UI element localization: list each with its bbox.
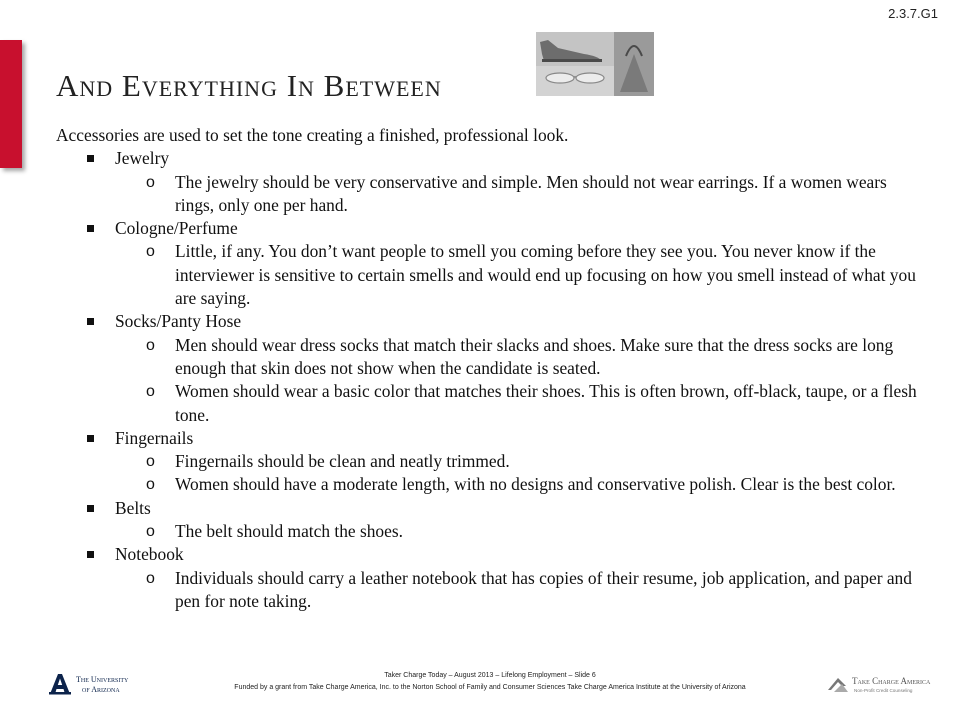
footer-line2: Funded by a grant from Take Charge America, Inc. to the Norton School of Family and Consumer Sciences Take Charge America Institute at the University of Arizona xyxy=(234,684,746,691)
tca-logo-name: Take Charge America xyxy=(852,676,931,686)
topic-label: Fingernails xyxy=(115,427,194,448)
tca-logo-tagline: Non-Profit Credit Counseling xyxy=(854,688,913,693)
square-bullet-icon xyxy=(87,505,94,512)
point-item: o Women should have a moderate length, with no designs and conservative polish. Clear is the best color. xyxy=(56,473,926,496)
footer-line1: Taker Charge Today – August 2013 – Lifelong Employment – Slide 6 xyxy=(384,672,596,679)
circle-bullet-icon: o xyxy=(146,476,155,494)
point-item: o The belt should match the shoes. xyxy=(56,520,926,543)
arrow-swoosh-icon xyxy=(828,678,848,692)
point-item: o The jewelry should be very conservative and simple. Men should not wear earrings. If a women wears rings, only one per hand. xyxy=(146,171,887,215)
red-accent-bar xyxy=(0,40,22,168)
slide-title: And Everything In Between xyxy=(56,68,442,103)
slide-number: 2.3.7.G1 xyxy=(888,6,938,21)
circle-bullet-icon: o xyxy=(146,336,155,354)
circle-bullet-icon: o xyxy=(146,453,155,471)
square-bullet-icon xyxy=(87,225,94,232)
point-item: o Men should wear dress socks that match their slacks and shoes. Make sure that the dress socks are long enough that skin does not show when the candidate is seated. xyxy=(146,334,894,378)
point-item: o Little, if any. You don’t want people to smell you coming before they see you. You never know if the interviewer is sensitive to certain smells and would end up focusing on how you smell instead of what you are saying. xyxy=(146,241,916,309)
circle-bullet-icon: o xyxy=(146,523,155,541)
topic-label: Jewelry xyxy=(115,148,170,169)
slide-content xyxy=(56,124,926,613)
topic-item xyxy=(56,543,926,613)
square-bullet-icon xyxy=(87,551,94,558)
topic-item xyxy=(56,497,926,544)
university-of-arizona-logo xyxy=(48,672,143,696)
square-bullet-icon xyxy=(87,155,94,162)
square-bullet-icon xyxy=(87,435,94,442)
square-bullet-icon xyxy=(87,318,94,325)
circle-bullet-icon: o xyxy=(146,173,155,191)
point-item: o Individuals should carry a leather notebook that has copies of their resume, job application, and paper and pen for note taking. xyxy=(146,567,912,611)
circle-bullet-icon: o xyxy=(146,243,155,261)
ua-logo-line2: of Arizona xyxy=(82,685,120,694)
circle-bullet-icon: o xyxy=(146,383,155,401)
point-item: o Fingernails should be clean and neatly trimmed. xyxy=(56,450,926,473)
take-charge-america-logo xyxy=(826,672,948,696)
accessories-image xyxy=(536,32,654,96)
topic-item xyxy=(56,310,926,426)
intro-text: Accessories are used to set the tone creating a finished, professional look. xyxy=(56,125,569,145)
topic-item xyxy=(56,427,926,497)
topic-label: Notebook xyxy=(115,544,184,565)
topic-label: Cologne/Perfume xyxy=(115,218,238,239)
footer xyxy=(170,670,810,694)
circle-bullet-icon: o xyxy=(146,569,155,587)
topic-item xyxy=(56,147,926,217)
topic-label: Socks/Panty Hose xyxy=(115,311,242,332)
topic-label: Belts xyxy=(115,497,151,518)
topic-list xyxy=(56,147,926,613)
point-item: o Women should wear a basic color that matches their shoes. This is often brown, off-black, taupe, or a flesh tone. xyxy=(146,381,917,425)
topic-item xyxy=(56,217,926,310)
block-a-icon xyxy=(49,674,71,695)
ua-logo-line1: The University xyxy=(76,675,129,684)
